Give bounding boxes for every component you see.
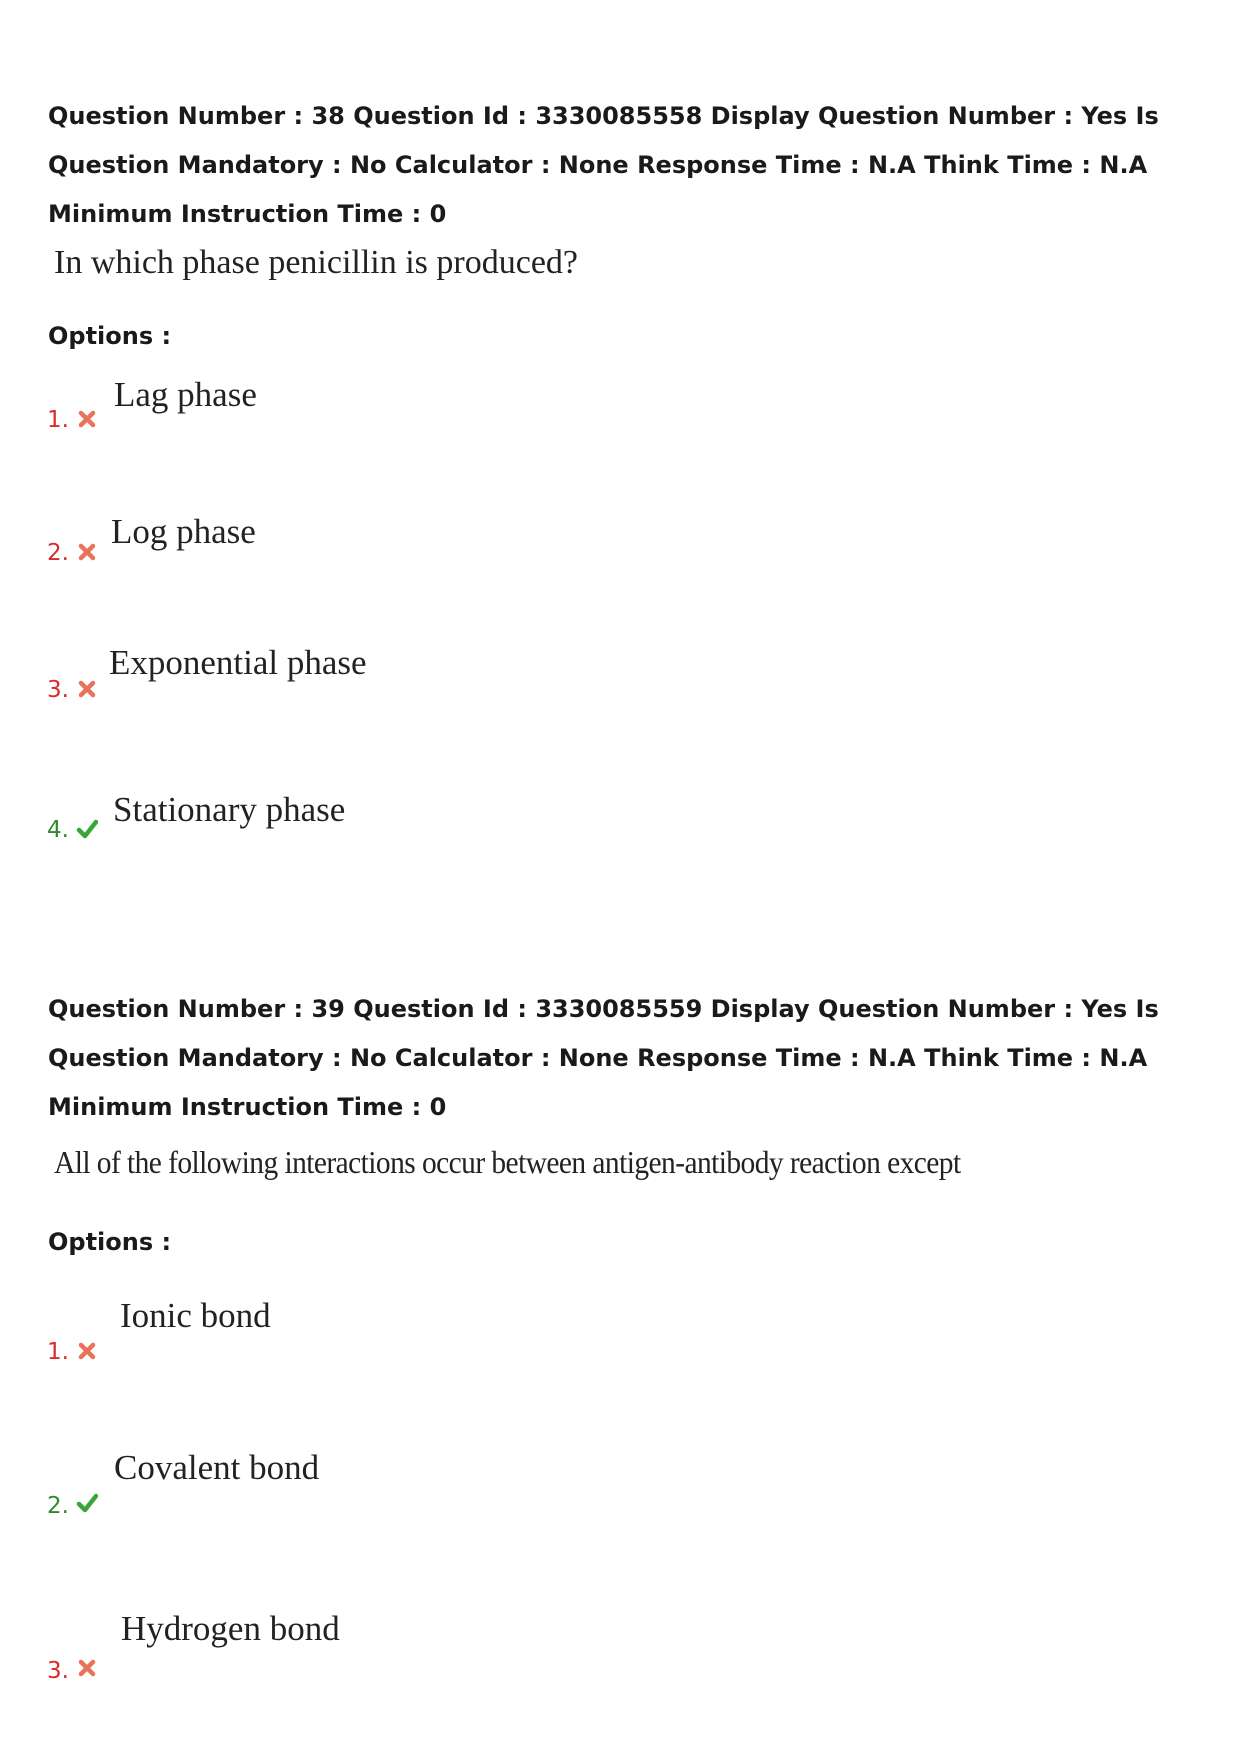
option-number: 3.: [47, 1658, 69, 1684]
option-number: 1.: [47, 407, 69, 433]
option-number: 2.: [47, 540, 69, 566]
options-heading: Options :: [48, 1228, 172, 1256]
check-icon: [76, 1492, 98, 1514]
options-heading: Options :: [48, 322, 172, 350]
option-text: Ionic bond: [120, 1296, 271, 1335]
option-item: [0, 512, 700, 600]
option-number: 1.: [47, 1339, 69, 1365]
option-number: 4.: [47, 817, 69, 843]
option-item: [0, 643, 700, 740]
option-item: [0, 1296, 700, 1405]
option-item: [0, 790, 700, 880]
cross-icon: [76, 408, 98, 430]
option-item: [0, 1448, 700, 1560]
option-text: Log phase: [111, 512, 256, 551]
option-item: [0, 375, 700, 465]
cross-icon: [76, 678, 98, 700]
option-text: Exponential phase: [109, 643, 367, 682]
option-text: Lag phase: [114, 375, 257, 414]
option-number: 3.: [47, 677, 69, 703]
check-icon: [76, 818, 98, 840]
option-text: Hydrogen bond: [121, 1609, 340, 1648]
question-text: In which phase penicillin is produced?: [54, 244, 579, 281]
option-text: Covalent bond: [114, 1448, 320, 1487]
question-text: All of the following interactions occur between antigen-antibody reaction except: [54, 1144, 961, 1180]
option-text: Stationary phase: [113, 790, 346, 829]
cross-icon: [76, 1340, 98, 1362]
question-meta: Question Number : 39 Question Id : 3330085559 Display Question Number : Yes Is Question Mandatory : No Calculator : None Response Time : N.A Think Time : N.A Minimum Instruction Time : 0: [48, 995, 1159, 1121]
option-number: 2.: [47, 1493, 69, 1519]
cross-icon: [76, 541, 98, 563]
question-meta: Question Number : 38 Question Id : 3330085558 Display Question Number : Yes Is Question Mandatory : No Calculator : None Response Time : N.A Think Time : N.A Minimum Instruction Time : 0: [48, 102, 1159, 228]
option-item: [0, 1609, 700, 1720]
cross-icon: [76, 1657, 98, 1679]
